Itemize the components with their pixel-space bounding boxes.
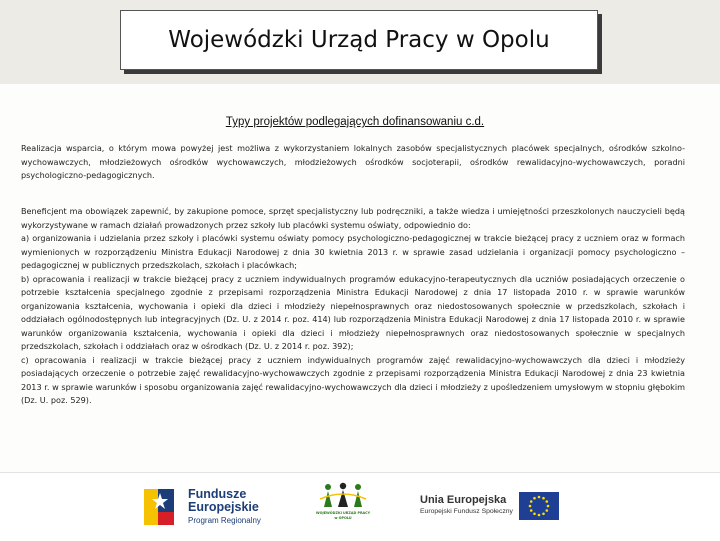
header-band	[0, 0, 720, 84]
fe-logo-line1: Fundusze	[188, 486, 247, 501]
fe-logo-line2: Europejskie	[188, 499, 259, 514]
slide-content	[0, 84, 720, 472]
section-title: Typy projektów podlegających dofinansowaniu c.d.	[225, 116, 485, 128]
unia-europejska-logo	[420, 485, 570, 527]
fe-star-icon	[138, 484, 184, 530]
list-item-a: a) organizowania i udzielania przez szkoły i placówki systemu oświaty pomocy psychologiczno-pedagogicznej w trakcie bieżącej pracy z uczniem oraz w formach wymienionych w rozporządzeniu Ministra Edukacji Narodowej z dnia 30 kwietnia 2013 r. w sprawie zasad udzielania i organizacji pomocy psychologiczno – pedagogicznej w publicznych przedszkolach, szkołach i placówkach;	[21, 233, 685, 270]
page-title: Wojewódzki Urząd Pracy w Opolu	[168, 27, 550, 53]
wup-opole-logo	[312, 481, 374, 533]
paragraph-intro: Beneficjent ma obowiązek zapewnić, by zakupione pomoce, sprzęt specjalistyczny lub podręczniki, a także wiedza i umiejętności przeszkolonych nauczycieli będą wykorzystywane w ramach działań prowadzonych przez szkoły lub placówki systemu oświaty, odpowiednio do:	[21, 206, 685, 230]
wup-logo-line2: w OPOLU	[334, 516, 352, 520]
wup-logo-line1: WOJEWÓDZKI URZĄD PRACY	[315, 511, 371, 515]
paragraph-wsparcie: Realizacja wsparcia, o którym mowa powyżej jest możliwa z wykorzystaniem lokalnych zasobów specjalistycznych placówek specjalnych, ośrodków szkolno-wychowawczych, młodzieżowych ośrodków wychowawczych, młodzieżowych ośrodków socjoterapii, ośrodków rewalidacyjno-wychowawczych, poradni psychologiczno-pedagogicznych.	[21, 143, 685, 180]
fundusze-europejskie-logo	[138, 481, 273, 533]
title-box	[120, 10, 598, 70]
list-item-b: b) opracowania i realizacji w trakcie bieżącej pracy z uczniem indywidualnych programów edukacyjno-terapeutycznych dla uczniów posiadających orzeczenie o potrzebie kształcenia specjalnego zgodnie z przepisami rozporządzenia Ministra Edukacji Narodowej z dnia 17 listopada 2010 r. w sprawie warunków organizowania kształcenia, wychowania i opieki dla dzieci i młodzieży niepełnosprawnych oraz niedostosowanych społecznie w przedszkolach, szkołach i oddziałach ogólnodostępnych lub integracyjnych (Dz. U. z 2014 r. poz. 414) lub rozporządzenia Ministra Edukacji Narodowej z dnia 17 listopada 2010 r. w sprawie warunków organizowania kształcenia, wychowania i opieki dla dzieci i młodzieży niepełnosprawnych oraz niedostosowanych społecznie w specjalnych przedszkolach, szkołach i oddziałach oraz w ośrodkach (Dz. U. z 2014 r. poz. 392);	[21, 273, 685, 351]
ue-logo-line1: Unia Europejska	[420, 494, 507, 506]
eu-flag-icon	[519, 492, 559, 520]
ue-logo-line2: Europejski Fundusz Społeczny	[420, 508, 513, 515]
footer-logos	[0, 472, 720, 541]
wup-figures-icon	[316, 481, 370, 509]
paragraph-beneficjent	[21, 205, 685, 408]
fe-logo-line3: Program Regionalny	[188, 515, 261, 525]
list-item-c: c) opracowania i realizacji w trakcie bieżącej pracy z uczniem indywidualnych programów zajęć rewalidacyjno-wychowawczych dla dzieci i młodzieży posiadających orzeczenie o potrzebie zajęć rewalidacyjno-wychowawczych zgodnie z przepisami rozporządzenia Ministra Edukacji Narodowej z dnia 23 kwietnia 2013 r. w sprawie warunków i sposobu organizowania zajęć rewalidacyjno-wychowawczych dla dzieci i młodzieży z upośledzeniem umysłowym w stopniu głębokim (Dz. U. poz. 529).	[21, 354, 685, 405]
